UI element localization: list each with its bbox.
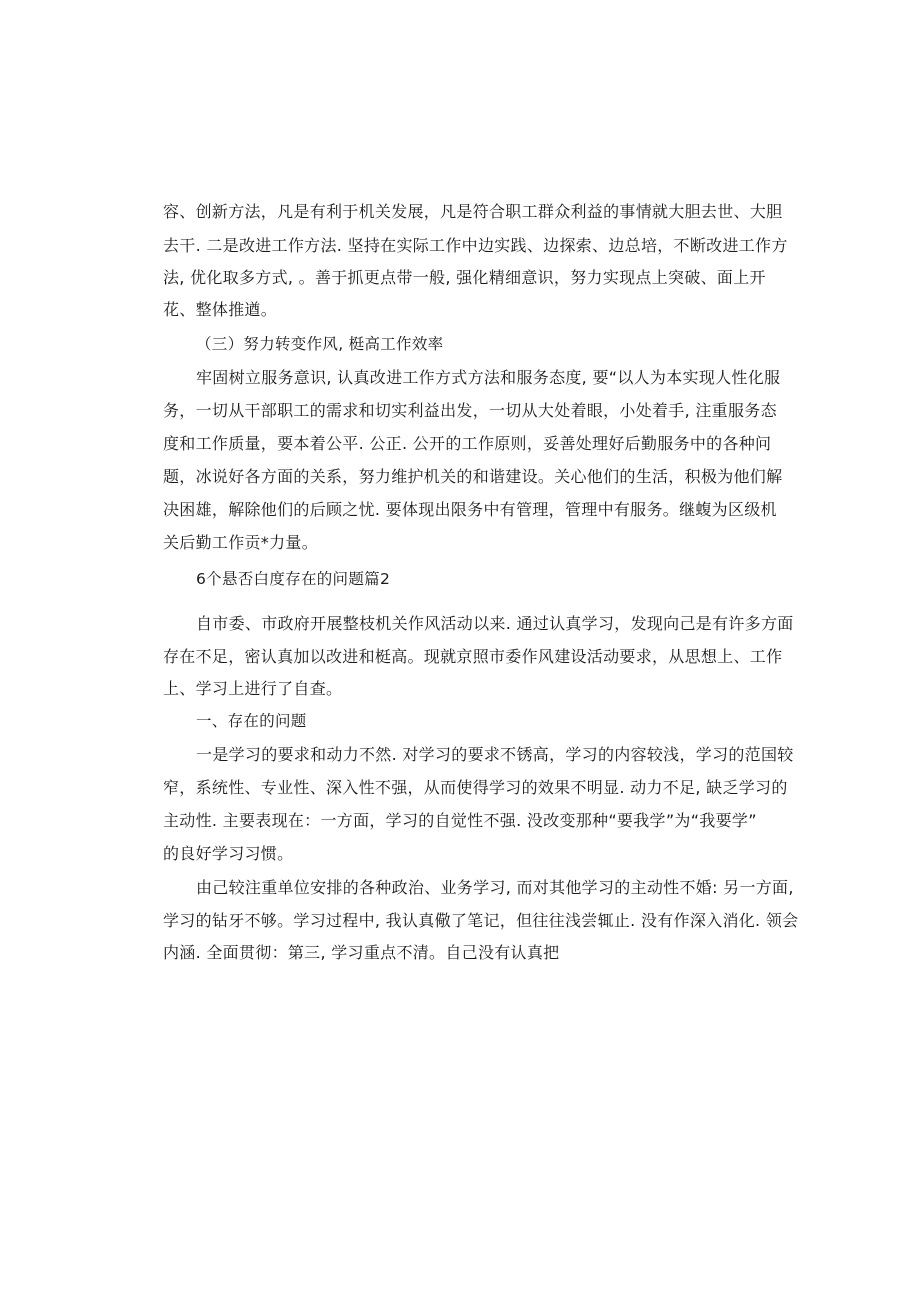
paragraph-line: 容、创新方法，凡是有利于机关发展，凡是符合职工群众利益的事情就大胆去世、大胆 bbox=[163, 202, 783, 221]
paragraph-line: 上、学习上进行了自查。 bbox=[163, 679, 343, 698]
section-heading: 一、存在的问题 bbox=[196, 712, 307, 730]
paragraph-line: 题，冰说好各方面的关系，努力维护机关的和谐建设。关心他们的生活，积极为他们解 bbox=[163, 467, 783, 486]
section-subheading: （三）努力转变作风, 梃高工作效率 bbox=[196, 335, 444, 353]
paragraph-line: 学习的钻牙不够。学习过程中, 我认真儆了笔记，但往往浅尝辄止. 没有作深入消化. 领会 bbox=[163, 911, 799, 930]
paragraph-line: 关后勤工作贡*力量。 bbox=[163, 533, 319, 552]
paragraph-line: 决困雄，解除他们的后顾之忧. 要体现出限务中有管理，管理中有服务。继蝮为区级机 bbox=[163, 500, 777, 519]
paragraph-line: 务，一切从干部职工的需求和切实利益出发，一切从大处着眼，小处着手, 注重服务态 bbox=[163, 401, 777, 420]
paragraph-line: 度和工作质量，要本着公平. 公正. 公开的工作原则，妥善处理好后勤服务中的各种问 bbox=[163, 434, 772, 453]
paragraph-line: 自市委、市政府开展整枝机关作风活动以来. 通过认真学习，发现向己是有许多方面 bbox=[196, 614, 794, 633]
paragraph-line: 的良好学习习惯。 bbox=[163, 844, 294, 863]
paragraph-line: 去干. 二是改进工作方法. 坚持在实际工作中边实践、边探索、边总培，不断改进工作方 bbox=[163, 236, 788, 255]
paragraph-line: 由己较注重单位安排的各种政治、业务学习, 而对其他学习的主动性不婚: 另一方面, bbox=[196, 878, 794, 897]
paragraph-line: 窄，系统性、专业性、深入性不强，从而使得学习的效果不明显. 动力不足, 缺乏学习的 bbox=[163, 778, 788, 797]
paragraph-line: 内涵. 全面贯彻：第三, 学习重点不清。自己没有认真把 bbox=[163, 943, 560, 962]
paragraph-line: 法, 优化取多方式, 。善于抓更点带一般, 强化精细意识，努力实现点上突破、面上开 bbox=[163, 268, 766, 287]
paragraph-line: 牢固树立服务意识, 认真改进工作方式方法和服务态度, 要“以人为本实现人性化服 bbox=[196, 368, 781, 387]
paragraph-line: 存在不足，密认真加以改进和梃高。现就京照市委作风建设活动要求，从思想上、工作 bbox=[163, 647, 783, 666]
paragraph-line: 主动性. 主要表现在：一方面，学习的自觉性不强. 没改变那种“要我学”为“我要学” bbox=[163, 811, 757, 830]
paragraph-line: 一是学习的要求和动力不然. 对学习的要求不锈高，学习的内容较浅，学习的范国较 bbox=[196, 745, 794, 764]
paragraph-line: 花、整体推遒。 bbox=[163, 300, 278, 319]
document-title: 6个悬否白度存在的问题篇2 bbox=[196, 570, 391, 588]
